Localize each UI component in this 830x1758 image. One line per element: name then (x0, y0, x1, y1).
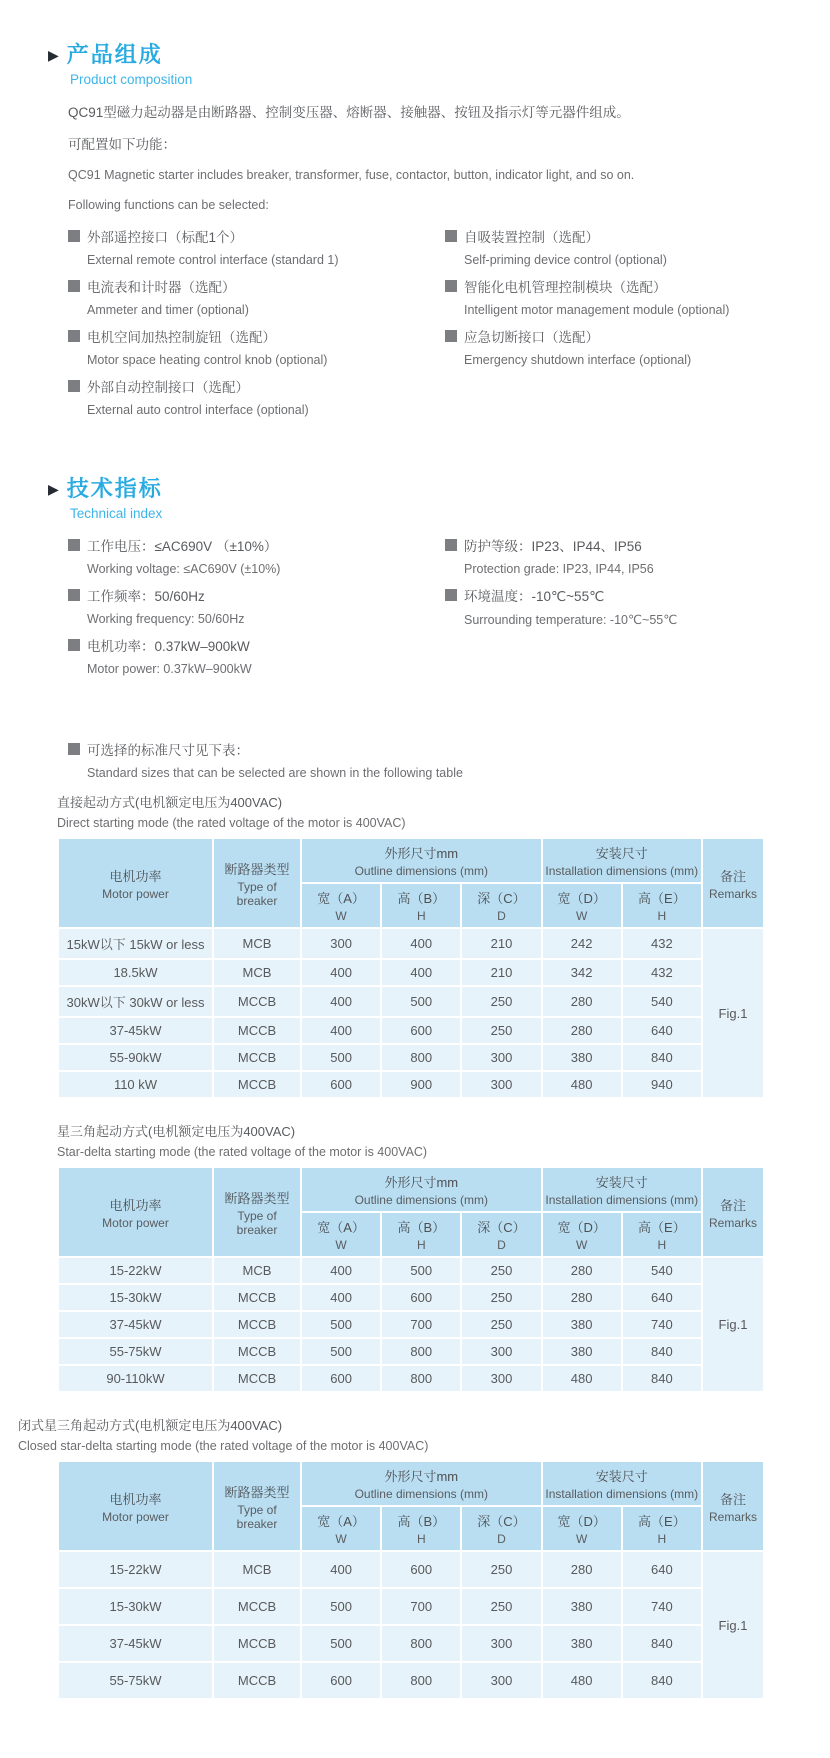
cell-motor-power: 37-45kW (58, 1625, 213, 1662)
feature-columns (68, 226, 830, 426)
col-header-remarks: 备注 Remarks (702, 1167, 764, 1257)
col-header-height-b: 高（B） H (381, 1506, 461, 1551)
cell-breaker-type: MCB (213, 1551, 301, 1588)
cell-breaker-type: MCCB (213, 1338, 301, 1365)
cell-breaker-type: MCCB (213, 1071, 301, 1098)
cell-remark: Fig.1 (702, 1551, 764, 1699)
header-en: Installation dimensions (mm) (545, 864, 699, 879)
table2-intro (57, 1121, 830, 1159)
table-row (58, 1662, 764, 1699)
cell-width-d: 380 (542, 1588, 622, 1625)
feature-en: External remote control interface (standard 1) (87, 253, 339, 268)
cell-width-d: 280 (542, 986, 622, 1017)
cell-height-e: 840 (622, 1662, 702, 1699)
bullet-square-icon (445, 280, 457, 292)
section-heading (48, 38, 830, 69)
col-header-width-d: 宽（D） W (542, 883, 622, 928)
table-row (58, 1044, 764, 1071)
cell-height-e: 840 (622, 1044, 702, 1071)
cell-width-d: 280 (542, 1284, 622, 1311)
section-title-en: Product composition (70, 72, 193, 87)
cell-motor-power: 110 kW (58, 1071, 213, 1098)
spec-en: Motor power: 0.37kW–900kW (87, 662, 252, 677)
section-title-en: Technical index (70, 506, 163, 522)
cell-height-e: 432 (622, 959, 702, 986)
feature-en: Self-priming device control (optional) (464, 253, 667, 268)
spec-en: Protection grade: IP23, IP44, IP56 (464, 562, 654, 577)
table-intro-en: Closed star-delta starting mode (the rated voltage of the motor is 400VAC) (18, 1439, 429, 1454)
header-en: Outline dimensions (mm) (354, 864, 488, 879)
col-header-height-b: 高（B） H (381, 883, 461, 928)
cell-width-a: 600 (301, 1071, 381, 1098)
cell-breaker-type: MCB (213, 928, 301, 959)
spec-item (445, 535, 830, 576)
cell-width-a: 600 (301, 1662, 381, 1699)
feature-item (445, 326, 830, 367)
cell-motor-power: 30kW以下 30kW or less (58, 986, 213, 1017)
cell-height-b: 800 (381, 1365, 461, 1392)
cell-height-b: 600 (381, 1017, 461, 1044)
cell-width-a: 600 (301, 1365, 381, 1392)
spec-zh: 环境温度：-10℃~55℃ (464, 589, 605, 605)
bullet-square-icon (445, 539, 457, 551)
col-header-width-a: 宽（A） W (301, 883, 381, 928)
cell-depth-c: 250 (461, 1017, 541, 1044)
feature-column-left (68, 226, 445, 426)
col-group-outline-dimensions: 外形尺寸mm Outline dimensions (mm) (301, 1167, 542, 1212)
cell-depth-c: 250 (461, 1257, 541, 1284)
cell-breaker-type: MCCB (213, 1625, 301, 1662)
col-header-motor-power (58, 838, 213, 928)
feature-zh: 智能化电机管理控制模块（选配） (464, 280, 667, 296)
spec-item (445, 585, 830, 627)
feature-zh: 自吸装置控制（选配） (464, 230, 599, 246)
cell-motor-power: 18.5kW (58, 959, 213, 986)
cell-height-e: 840 (622, 1365, 702, 1392)
table-row (58, 1284, 764, 1311)
cell-width-d: 280 (542, 1017, 622, 1044)
col-header-height-e: 高（E） H (622, 883, 702, 928)
cell-height-e: 640 (622, 1284, 702, 1311)
spec-zh: 防护等级：IP23、IP44、IP56 (464, 539, 642, 555)
section-arrow-icon: ▶ (48, 46, 59, 63)
cell-motor-power: 15kW以下 15kW or less (58, 928, 213, 959)
sizes-note-zh: 可选择的标准尺寸见下表： (87, 743, 249, 759)
cell-depth-c: 300 (461, 1044, 541, 1071)
header-zh: 备注 (719, 868, 746, 884)
cell-breaker-type: MCB (213, 1257, 301, 1284)
col-header-width-a: 宽（A） W (301, 1212, 381, 1257)
product-paragraphs (68, 103, 830, 214)
cell-width-d: 342 (542, 959, 622, 986)
spec-item (68, 585, 445, 626)
col-header-depth-c: 深（C） D (461, 1506, 541, 1551)
cell-breaker-type: MCCB (213, 1365, 301, 1392)
feature-en: Motor space heating control knob (optional) (87, 353, 328, 368)
cell-width-a: 400 (301, 1284, 381, 1311)
table-intro-en: Direct starting mode (the rated voltage of the motor is 400VAC) (57, 816, 406, 831)
cell-depth-c: 250 (461, 986, 541, 1017)
feature-item (68, 326, 445, 367)
cell-motor-power: 15-30kW (58, 1588, 213, 1625)
spec-column-right (445, 535, 830, 685)
cell-breaker-type: MCCB (213, 986, 301, 1017)
bullet-square-icon (445, 230, 457, 242)
header-en: Type of breaker (236, 879, 278, 908)
col-header-depth-c: 深（C） D (461, 1212, 541, 1257)
bullet-square-icon (68, 330, 80, 342)
cell-width-d: 480 (542, 1071, 622, 1098)
col-header-motor-power: 电机功率 Motor power (58, 1167, 213, 1257)
cell-motor-power: 90-110kW (58, 1365, 213, 1392)
feature-item (68, 276, 445, 317)
col-group-outline-dimensions (301, 838, 542, 883)
cell-height-b: 800 (381, 1662, 461, 1699)
cell-width-a: 400 (301, 1551, 381, 1588)
dimension-table-closed-star-delta (57, 1460, 765, 1700)
feature-item (68, 376, 445, 417)
cell-width-a: 400 (301, 1017, 381, 1044)
cell-height-b: 500 (381, 1257, 461, 1284)
bullet-square-icon (68, 743, 80, 755)
paragraph-zh: 可配置如下功能： (68, 136, 176, 152)
bullet-square-icon (68, 639, 80, 651)
table-row (58, 1257, 764, 1284)
dimension-table-direct-start (57, 837, 765, 1099)
cell-width-a: 500 (301, 1588, 381, 1625)
feature-en: Ammeter and timer (optional) (87, 303, 249, 318)
feature-zh: 外部遥控接口（标配1个） (87, 230, 244, 246)
cell-breaker-type: MCCB (213, 1662, 301, 1699)
header-zh: 外形尺寸mm (384, 846, 459, 862)
bullet-square-icon (445, 589, 457, 601)
col-header-height-e: 高（E） H (622, 1212, 702, 1257)
table-row (58, 928, 764, 959)
cell-motor-power: 15-22kW (58, 1551, 213, 1588)
cell-depth-c: 300 (461, 1662, 541, 1699)
cell-width-d: 380 (542, 1338, 622, 1365)
cell-breaker-type: MCCB (213, 1017, 301, 1044)
bullet-square-icon (445, 330, 457, 342)
cell-width-d: 480 (542, 1365, 622, 1392)
cell-width-d: 480 (542, 1662, 622, 1699)
col-header-width-a: 宽（A） W (301, 1506, 381, 1551)
cell-breaker-type: MCCB (213, 1044, 301, 1071)
feature-en: External auto control interface (optional) (87, 403, 309, 418)
cell-width-a: 500 (301, 1625, 381, 1662)
cell-width-a: 400 (301, 986, 381, 1017)
col-header-remarks: 备注 Remarks (702, 1461, 764, 1551)
header-en: Motor power (102, 886, 169, 901)
spec-zh: 工作频率：50/60Hz (87, 589, 205, 605)
cell-motor-power: 55-90kW (58, 1044, 213, 1071)
spec-item (68, 535, 445, 576)
cell-width-d: 380 (542, 1311, 622, 1338)
feature-en: Intelligent motor management module (optional) (464, 303, 730, 318)
cell-breaker-type: MCCB (213, 1588, 301, 1625)
cell-height-e: 840 (622, 1625, 702, 1662)
spec-zh: 工作电压：≤AC690V （±10%） (87, 539, 278, 555)
cell-height-e: 432 (622, 928, 702, 959)
bullet-square-icon (68, 539, 80, 551)
feature-zh: 电机空间加热控制旋钮（选配） (87, 330, 276, 346)
header-zh: 安装尺寸 (595, 846, 648, 862)
table-row (58, 959, 764, 986)
cell-depth-c: 210 (461, 928, 541, 959)
spec-item (68, 635, 445, 676)
table-row (58, 1311, 764, 1338)
feature-zh: 外部自动控制接口（选配） (87, 380, 249, 396)
cell-height-e: 740 (622, 1311, 702, 1338)
cell-depth-c: 210 (461, 959, 541, 986)
bullet-square-icon (68, 280, 80, 292)
bullet-square-icon (68, 380, 80, 392)
col-header-width-d: 宽（D） W (542, 1506, 622, 1551)
col-group-installation-dimensions (542, 838, 702, 883)
cell-motor-power: 55-75kW (58, 1338, 213, 1365)
cell-depth-c: 250 (461, 1311, 541, 1338)
cell-height-b: 500 (381, 986, 461, 1017)
col-header-width-d: 宽（D） W (542, 1212, 622, 1257)
col-header-remarks (702, 838, 764, 928)
table3-intro (18, 1415, 830, 1453)
table-intro-zh: 闭式星三角起动方式(电机额定电压为400VAC) (18, 1418, 283, 1434)
feature-en: Emergency shutdown interface (optional) (464, 353, 692, 368)
paragraph-zh: QC91型磁力起动器是由断路器、控制变压器、熔断器、接触器、按钮及指示灯等元器件组成。 (68, 105, 630, 120)
col-header-breaker-type (213, 838, 301, 928)
bullet-square-icon (68, 230, 80, 242)
feature-zh: 电流表和计时器（选配） (87, 280, 236, 296)
cell-width-a: 400 (301, 959, 381, 986)
table-intro-zh: 星三角起动方式(电机额定电压为400VAC) (57, 1124, 296, 1140)
cell-remark: Fig.1 (702, 928, 764, 1098)
cell-height-b: 600 (381, 1284, 461, 1311)
cell-width-d: 280 (542, 1257, 622, 1284)
cell-remark: Fig.1 (702, 1257, 764, 1392)
dimension-table-star-delta (57, 1166, 765, 1393)
cell-width-d: 280 (542, 1551, 622, 1588)
cell-width-a: 300 (301, 928, 381, 959)
table-row (58, 1625, 764, 1662)
bullet-square-icon (68, 589, 80, 601)
cell-width-a: 500 (301, 1311, 381, 1338)
cell-depth-c: 300 (461, 1338, 541, 1365)
table-row (58, 1071, 764, 1098)
paragraph-en: Following functions can be selected: (68, 198, 269, 213)
cell-motor-power: 37-45kW (58, 1017, 213, 1044)
cell-height-e: 940 (622, 1071, 702, 1098)
cell-depth-c: 250 (461, 1551, 541, 1588)
cell-height-e: 540 (622, 986, 702, 1017)
spec-en: Surrounding temperature: -10℃~55℃ (464, 613, 678, 628)
cell-width-d: 242 (542, 928, 622, 959)
col-header-breaker-type: 断路器类型 Type of breaker (213, 1167, 301, 1257)
cell-breaker-type: MCCB (213, 1284, 301, 1311)
feature-item (68, 226, 445, 267)
section-arrow-icon: ▶ (48, 480, 59, 497)
sizes-note-en: Standard sizes that can be selected are shown in the following table (87, 766, 463, 781)
col-header-height-b: 高（B） H (381, 1212, 461, 1257)
table-row (58, 1017, 764, 1044)
table-row (58, 1551, 764, 1588)
header-zh: 断路器类型 (224, 861, 290, 877)
cell-width-a: 400 (301, 1257, 381, 1284)
cell-height-b: 700 (381, 1588, 461, 1625)
cell-depth-c: 300 (461, 1071, 541, 1098)
spec-zh: 电机功率：0.37kW–900kW (87, 639, 250, 655)
cell-depth-c: 300 (461, 1365, 541, 1392)
header-zh: 电机功率 (109, 868, 162, 884)
cell-depth-c: 250 (461, 1588, 541, 1625)
col-header-height-e: 高（E） H (622, 1506, 702, 1551)
spec-en: Working voltage: ≤AC690V (±10%) (87, 562, 281, 577)
cell-breaker-type: MCB (213, 959, 301, 986)
paragraph-en: QC91 Magnetic starter includes breaker, transformer, fuse, contactor, button, indicator light, and so on. (68, 168, 635, 183)
cell-width-a: 500 (301, 1044, 381, 1071)
table-row (58, 1338, 764, 1365)
cell-height-e: 540 (622, 1257, 702, 1284)
section-technical-index (0, 472, 830, 685)
cell-height-b: 400 (381, 928, 461, 959)
header-en: Remarks (708, 886, 757, 901)
table-intro-zh: 直接起动方式(电机额定电压为400VAC) (57, 795, 283, 811)
cell-motor-power: 37-45kW (58, 1311, 213, 1338)
cell-height-b: 700 (381, 1311, 461, 1338)
section-title-zh: 产品组成 (66, 42, 163, 67)
cell-motor-power: 15-22kW (58, 1257, 213, 1284)
table-row (58, 986, 764, 1017)
cell-width-d: 380 (542, 1625, 622, 1662)
table1-intro (57, 792, 830, 830)
cell-breaker-type: MCCB (213, 1311, 301, 1338)
col-header-motor-power: 电机功率 Motor power (58, 1461, 213, 1551)
section-product-composition (0, 38, 830, 426)
section-heading (48, 472, 830, 503)
cell-motor-power: 55-75kW (58, 1662, 213, 1699)
cell-height-e: 640 (622, 1017, 702, 1044)
table-intro-en: Star-delta starting mode (the rated voltage of the motor is 400VAC) (57, 1145, 428, 1160)
cell-depth-c: 250 (461, 1284, 541, 1311)
cell-height-e: 740 (622, 1588, 702, 1625)
spec-columns (68, 535, 830, 685)
feature-item (445, 226, 830, 267)
col-group-installation-dimensions: 安装尺寸 Installation dimensions (mm) (542, 1167, 702, 1212)
section-title-zh: 技术指标 (66, 476, 163, 502)
cell-height-b: 600 (381, 1551, 461, 1588)
col-header-breaker-type: 断路器类型 Type of breaker (213, 1461, 301, 1551)
cell-depth-c: 300 (461, 1625, 541, 1662)
feature-item (445, 276, 830, 317)
spec-en: Working frequency: 50/60Hz (87, 612, 245, 627)
col-group-installation-dimensions: 安装尺寸 Installation dimensions (mm) (542, 1461, 702, 1506)
cell-height-e: 640 (622, 1551, 702, 1588)
cell-width-a: 500 (301, 1338, 381, 1365)
cell-height-b: 800 (381, 1338, 461, 1365)
spec-column-left (68, 535, 445, 685)
table-row (58, 1365, 764, 1392)
cell-height-b: 800 (381, 1044, 461, 1071)
cell-height-b: 400 (381, 959, 461, 986)
feature-column-right (445, 226, 830, 426)
cell-width-d: 380 (542, 1044, 622, 1071)
table-row (58, 1588, 764, 1625)
cell-height-b: 800 (381, 1625, 461, 1662)
cell-height-e: 840 (622, 1338, 702, 1365)
col-header-depth-c: 深（C） D (461, 883, 541, 928)
col-group-outline-dimensions: 外形尺寸mm Outline dimensions (mm) (301, 1461, 542, 1506)
feature-zh: 应急切断接口（选配） (464, 330, 599, 346)
cell-height-b: 900 (381, 1071, 461, 1098)
sizes-note (68, 739, 830, 780)
cell-motor-power: 15-30kW (58, 1284, 213, 1311)
